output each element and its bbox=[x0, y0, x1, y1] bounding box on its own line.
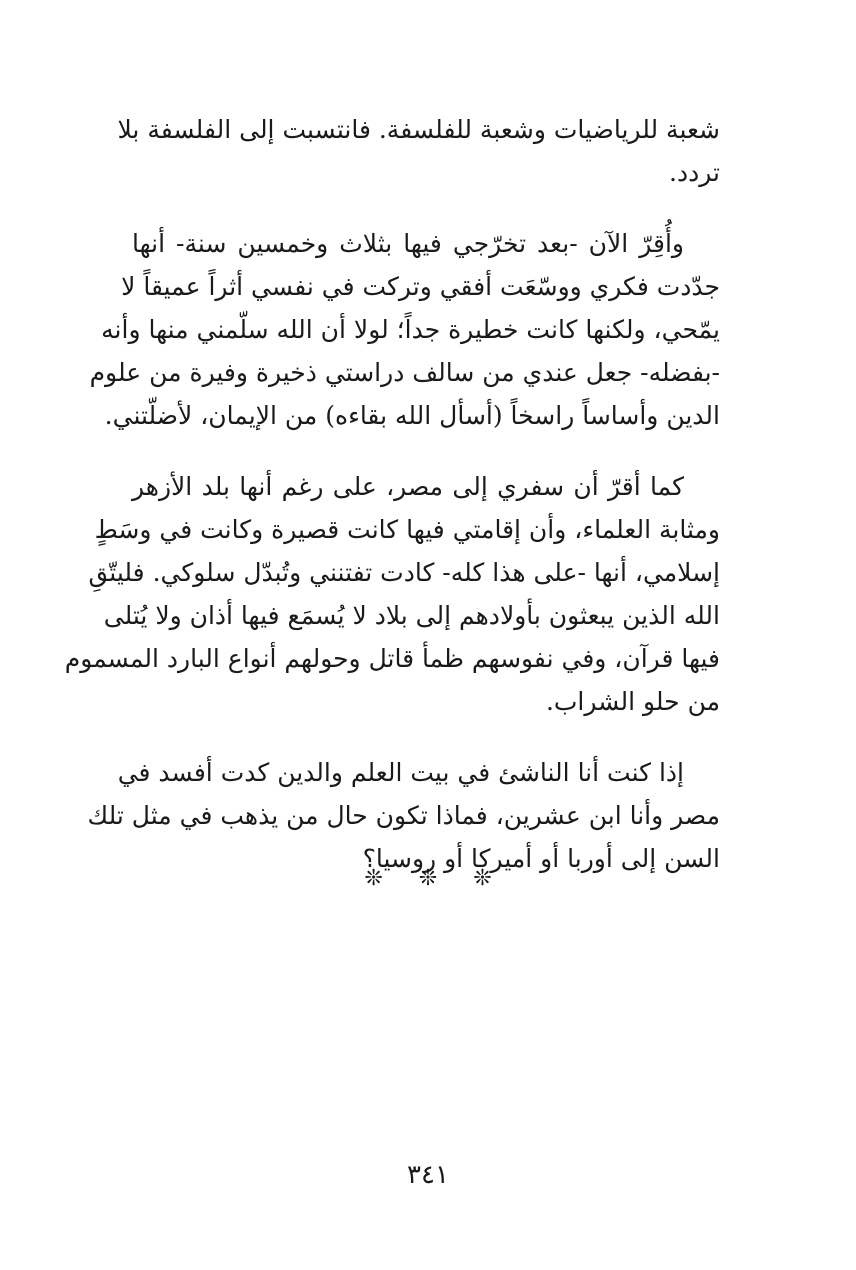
text-line: تردد. bbox=[669, 158, 720, 187]
text-line: فيها قرآن، وفي نفوسهم ظمأ قاتل وحولهم أنواع البارد المسموم bbox=[64, 644, 720, 673]
text-line: السن إلى أوربا أو أميركا أو روسيا؟ bbox=[362, 844, 720, 873]
text-line: من حلو الشراب. bbox=[545, 687, 720, 716]
asterism-glyph: ❊ bbox=[364, 866, 383, 891]
paragraph bbox=[87, 751, 720, 880]
asterism-glyph: ❊ bbox=[418, 866, 438, 891]
section-separator bbox=[0, 866, 856, 891]
text-line: مصر وأنا ابن عشرين، فماذا تكون حال من يذهب في مثل تلك bbox=[87, 801, 720, 830]
text-line: جدّدت فكري ووسّعَت أفقي وتركت في نفسي أثراً عميقاً لا bbox=[121, 272, 720, 301]
asterism-glyph: ❊ bbox=[473, 866, 492, 891]
text-line: إسلامي، أنها -على هذا كله- كادت تفتنني وتُبدّل سلوكي. فليتّقِ bbox=[88, 558, 720, 587]
page-body bbox=[64, 108, 720, 908]
paragraph bbox=[117, 108, 720, 194]
text-line: إذا كنت أنا الناشئ في بيت العلم والدين كدت أفسد في bbox=[117, 758, 684, 787]
text-line: الله الذين يبعثون بأولادهم إلى بلاد لا يُسمَع فيها أذان ولا يُتلى bbox=[103, 601, 720, 630]
text-line: وأُقِرّ الآن -بعد تخرّجي فيها بثلاث وخمسين سنة- أنها bbox=[132, 229, 684, 258]
text-line: الدين وأساساً راسخاً (أسأل الله بقاءه) من الإيمان، لأضلّتني. bbox=[104, 401, 720, 430]
paragraph bbox=[89, 222, 720, 437]
paragraph bbox=[64, 465, 720, 723]
text-line: -بفضله- جعل عندي من سالف دراستي ذخيرة وفيرة من علوم bbox=[89, 358, 720, 387]
page-number: ٣٤١ bbox=[407, 1160, 449, 1190]
text-line: ومثابة العلماء، وأن إقامتي فيها كانت قصيرة وكانت في وسَطٍ bbox=[94, 515, 720, 544]
text-line: يمّحي، ولكنها كانت خطيرة جداً؛ لولا أن الله سلّمني منها وأنه bbox=[101, 315, 720, 344]
text-line: كما أقرّ أن سفري إلى مصر، على رغم أنها بلد الأزهر bbox=[132, 472, 684, 501]
text-line: شعبة للرياضيات وشعبة للفلسفة. فانتسبت إلى الفلسفة بلا bbox=[117, 115, 720, 144]
